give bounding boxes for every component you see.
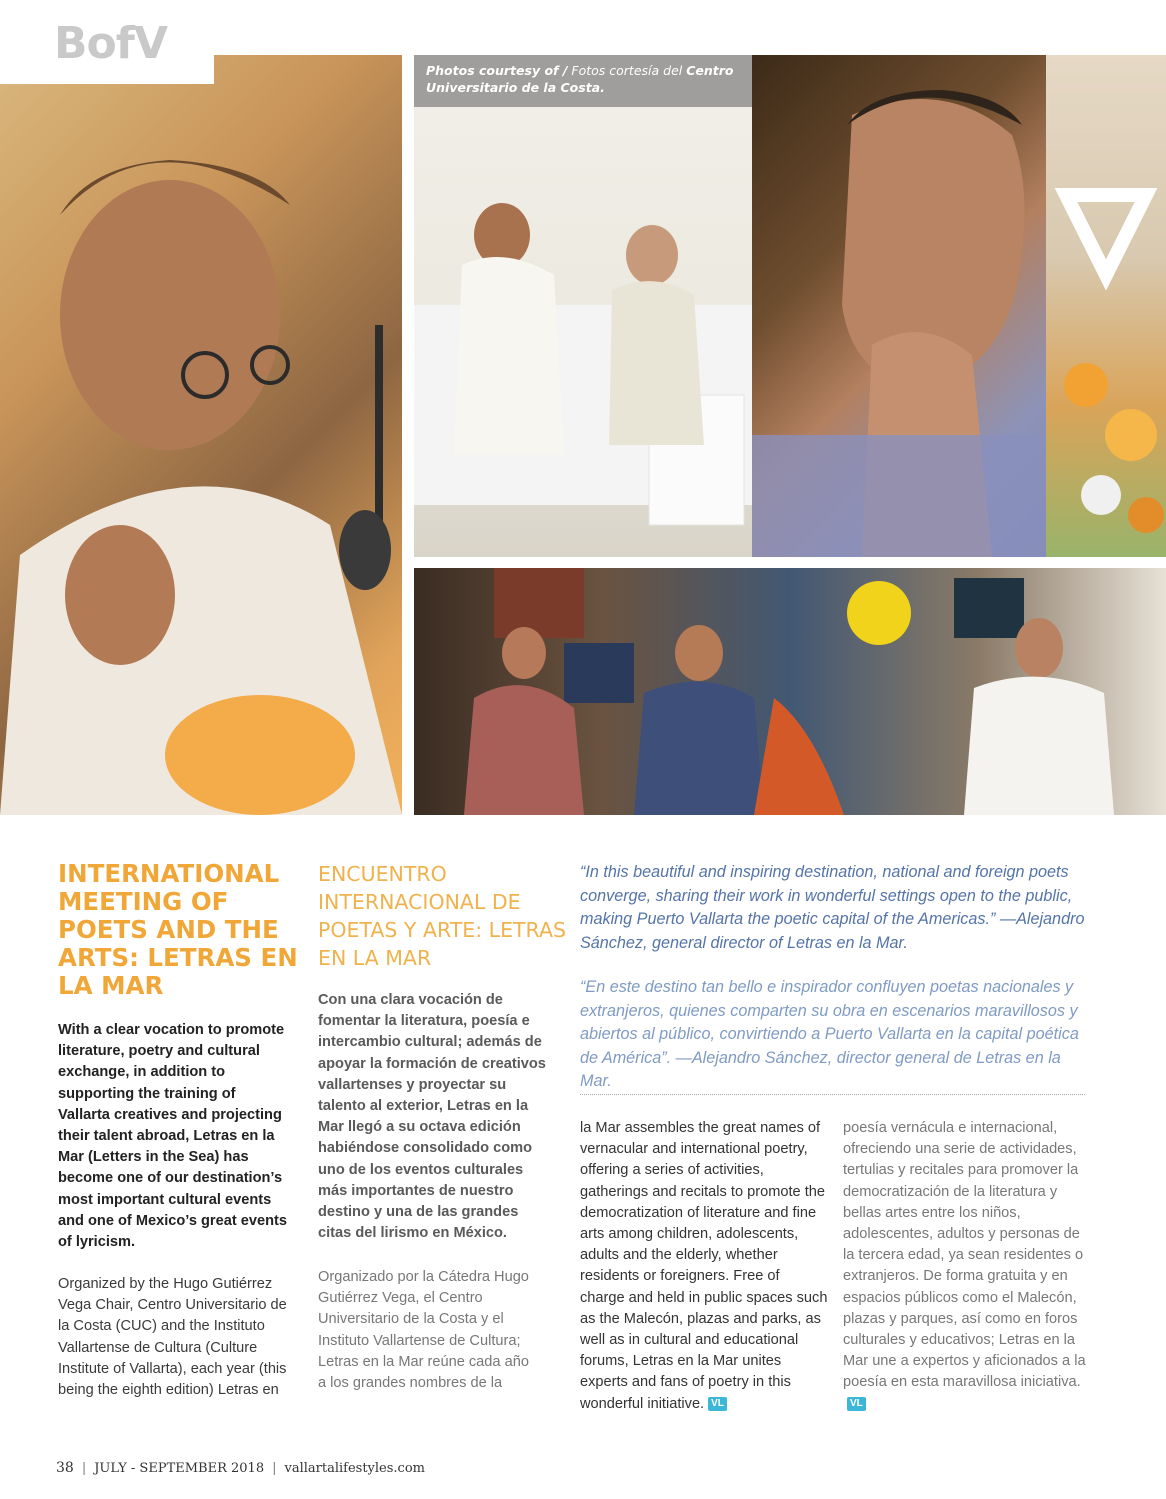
continued-paragraph-spanish xyxy=(843,1118,1091,1415)
photo-reading-gallery-art xyxy=(414,568,1166,815)
photo-credit-caption xyxy=(414,55,752,107)
caption-credit-es: Fotos cortesía del xyxy=(571,63,683,78)
footer-separator: | xyxy=(81,1461,87,1476)
continued-text-english: la Mar assembles the great names of vernacular and international poetry, offering a series of activities, gatherings and recitals to promote the democratization of literature and fine arts among children, adolescents, adults and the elderly, whether residents or foreigners. Free of charge and held in public spaces such as the Malecón, plazas and parks, as well as in cultural and educational forums, Letras en la Mar unites experts and fans of poetry in this wonderful initiative. xyxy=(580,1120,828,1412)
end-mark-icon: VL xyxy=(847,1397,866,1411)
body-paragraph-english: Organized by the Hugo Gutiérrez Vega Chair, Centro Universitario de la Costa (CUC) and the Instituto Vallartense de Cultura (Culture Institute of Vallarta), each year (this being the eighth edition) Letras en xyxy=(58,1276,287,1399)
caption-credit-source: Centro Universitario de la Costa. xyxy=(426,63,734,95)
continued-paragraph-english xyxy=(580,1118,828,1415)
photo-man-thinking xyxy=(752,55,1046,557)
lead-paragraph-english: With a clear vocation to promote literature, poetry and cultural exchange, in addition to supporting the training of Vallarta creatives and projecting their talent abroad, Letras en la Mar (Letters in the Sea) has become one of our destination’s most important cultural events and one of Mexico’s great events of lyricism. xyxy=(58,1022,287,1251)
issue-date: JULY - SEPTEMBER 2018 xyxy=(94,1461,265,1476)
page-number: 38 xyxy=(56,1460,74,1476)
photo-panel-discussion xyxy=(414,55,752,557)
photo-man-thinking-art xyxy=(752,55,1046,557)
photo-flowers-art xyxy=(1046,55,1166,557)
pull-quote-english: “In this beautiful and inspiring destination, national and foreign poets converge, sharing their work in wonderful settings open to the public, making Puerto Vallarta the poetic capital of the Americas.” —Alejandro Sánchez, general director of Letras en la Mar. xyxy=(580,863,1085,952)
continued-text-spanish: poesía vernácula e internacional, ofreciendo una serie de actividades, tertulias y recitales para promover la democratización de la literatura y bellas artes entre los niños, adolescentes, adultos y personas de la tercera edad, ya sean residentes o extranjeros. De forma gratuita y en espacios públicos como el Malecón, plazas y parques, así como en foros culturales y educativos; Letras en la Mar une a expertos y aficionados a la poesía en esta maravillosa iniciativa. xyxy=(843,1120,1086,1391)
lead-paragraph-spanish: Con una clara vocación de fomentar la literatura, poesía e intercambio cultural; además de apoyar la formación de creativos vallartenses y proyectar su talento al exterior, Letras en la Mar llegó a su octava edición habiéndose consolidado como uno de los eventos culturales más importantes de nuestro destino y una de las grandes citas del lirismo en México. xyxy=(318,992,546,1242)
magazine-logo: BofV xyxy=(54,18,167,69)
photo-reading-gallery xyxy=(414,568,1166,815)
website-link[interactable]: vallartalifestyles.com xyxy=(284,1461,425,1476)
quote-divider xyxy=(580,1094,1085,1095)
page-footer xyxy=(56,1460,425,1476)
pull-quote-spanish: “En este destino tan bello e inspirador confluyen poetas nacionales y extranjeros, quienes comparten su obra en escenarios maravillosos y abiertos al público, convirtiendo a Puerto Vallarta en la capital poética de América”. —Alejandro Sánchez, director general de Letras en la Mar. xyxy=(580,978,1079,1090)
photo-poet-reading-art xyxy=(0,55,402,815)
end-mark-icon: VL xyxy=(708,1397,727,1411)
body-paragraph-spanish: Organizado por la Cátedra Hugo Gutiérrez Vega, el Centro Universitario de la Costa y el Instituto Vallartense de Cultura; Letras en la Mar reúne cada año a los grandes nombres de la xyxy=(318,1269,529,1392)
caption-credit-en: Photos courtesy of / xyxy=(426,63,568,78)
photo-panel-discussion-art xyxy=(414,55,752,557)
photo-poet-reading xyxy=(0,55,402,815)
heading-spanish: ENCUENTRO INTERNACIONAL DE POETAS Y ARTE: LETRAS EN LA MAR xyxy=(318,862,566,970)
footer-separator: | xyxy=(272,1461,277,1476)
photo-flowers xyxy=(1046,55,1166,557)
heading-english: INTERNATIONAL MEETING OF POETS AND THE ARTS: LETRAS EN LA MAR xyxy=(58,859,298,1000)
